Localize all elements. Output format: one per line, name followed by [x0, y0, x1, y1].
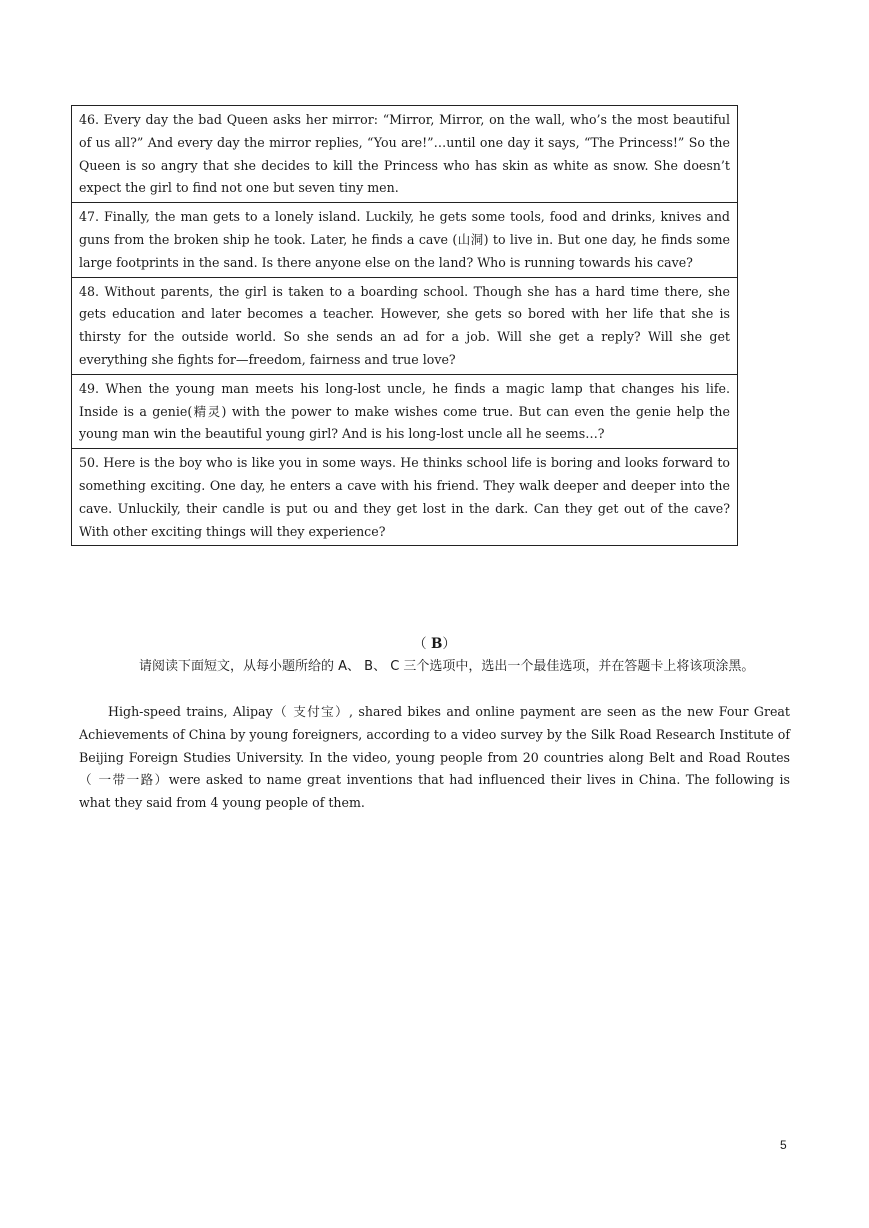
instructions-text: 请阅读下面短文，从每小题所给的 A、 B、 C 三个选项中，选出一个最佳选项，并在答题卡上将该项涂黑。: [139, 659, 755, 674]
page-number: 5: [780, 1138, 787, 1152]
passage-50-cell: 50. Here is the boy who is like you in some ways. He thinks school life is boring and looks forward to something exciting. One day, he enters a cave with his friend. They walk deeper and deeper into the cave. Unluckily, their candle is put ou and they get lost in the dark. Can they get out of the cave? With other exciting things will they experience?: [72, 449, 738, 546]
passages-table: [71, 105, 738, 546]
section-b-letter: B: [430, 636, 443, 652]
instructions-paragraph: [79, 656, 790, 679]
passage-b-text: High-speed trains, Alipay（ 支付宝）, shared bikes and online payment are seen as the new Four Great Achievements of China by young foreigners, according to a video survey by the Silk Road Research Institute of Beijing Foreign Studies University. In the video, young people from 20 countries along Belt and Road Routes （ 一带一路）were asked to name great inventions that had influenced their lives in China. The following is what they said from 4 young people of them.: [79, 704, 790, 811]
section-b-close-paren: ）: [442, 636, 456, 652]
passage-b-paragraph: [79, 701, 790, 815]
table-row: [72, 203, 738, 277]
table-row: [72, 277, 738, 374]
section-b-heading: [0, 634, 869, 654]
table-row: [72, 106, 738, 203]
table-row: [72, 374, 738, 448]
passage-49-cell: 49. When the young man meets his long-lost uncle, he finds a magic lamp that changes his life. Inside is a genie(精灵) with the power to make wishes come true. But can even the genie help the young man win the beautiful young girl? And is his long-lost uncle all he seems…?: [72, 374, 738, 448]
section-b-open-paren: （: [413, 636, 431, 652]
passage-48-cell: 48. Without parents, the girl is taken to a boarding school. Though she has a hard time there, she gets education and later becomes a teacher. However, she gets so bored with her life that she is thirsty for the outside world. So she sends an ad for a job. Will she get a reply? Will she get everything she fights for—freedom, fairness and true love?: [72, 277, 738, 374]
passage-46-cell: 46. Every day the bad Queen asks her mirror: “Mirror, Mirror, on the wall, who’s the most beautiful of us all?” And every day the mirror replies, “You are!”…until one day it says, “The Princess!” So the Queen is so angry that she decides to kill the Princess who has skin as white as snow. She doesn’t expect the girl to find not one but seven tiny men.: [72, 106, 738, 203]
table-row: [72, 449, 738, 546]
passage-47-cell: 47. Finally, the man gets to a lonely island. Luckily, he gets some tools, food and drinks, knives and guns from the broken ship he took. Later, he finds a cave (山洞) to live in. But one day, he finds some large footprints in the sand. Is there anyone else on the land? Who is running towards his cave?: [72, 203, 738, 277]
